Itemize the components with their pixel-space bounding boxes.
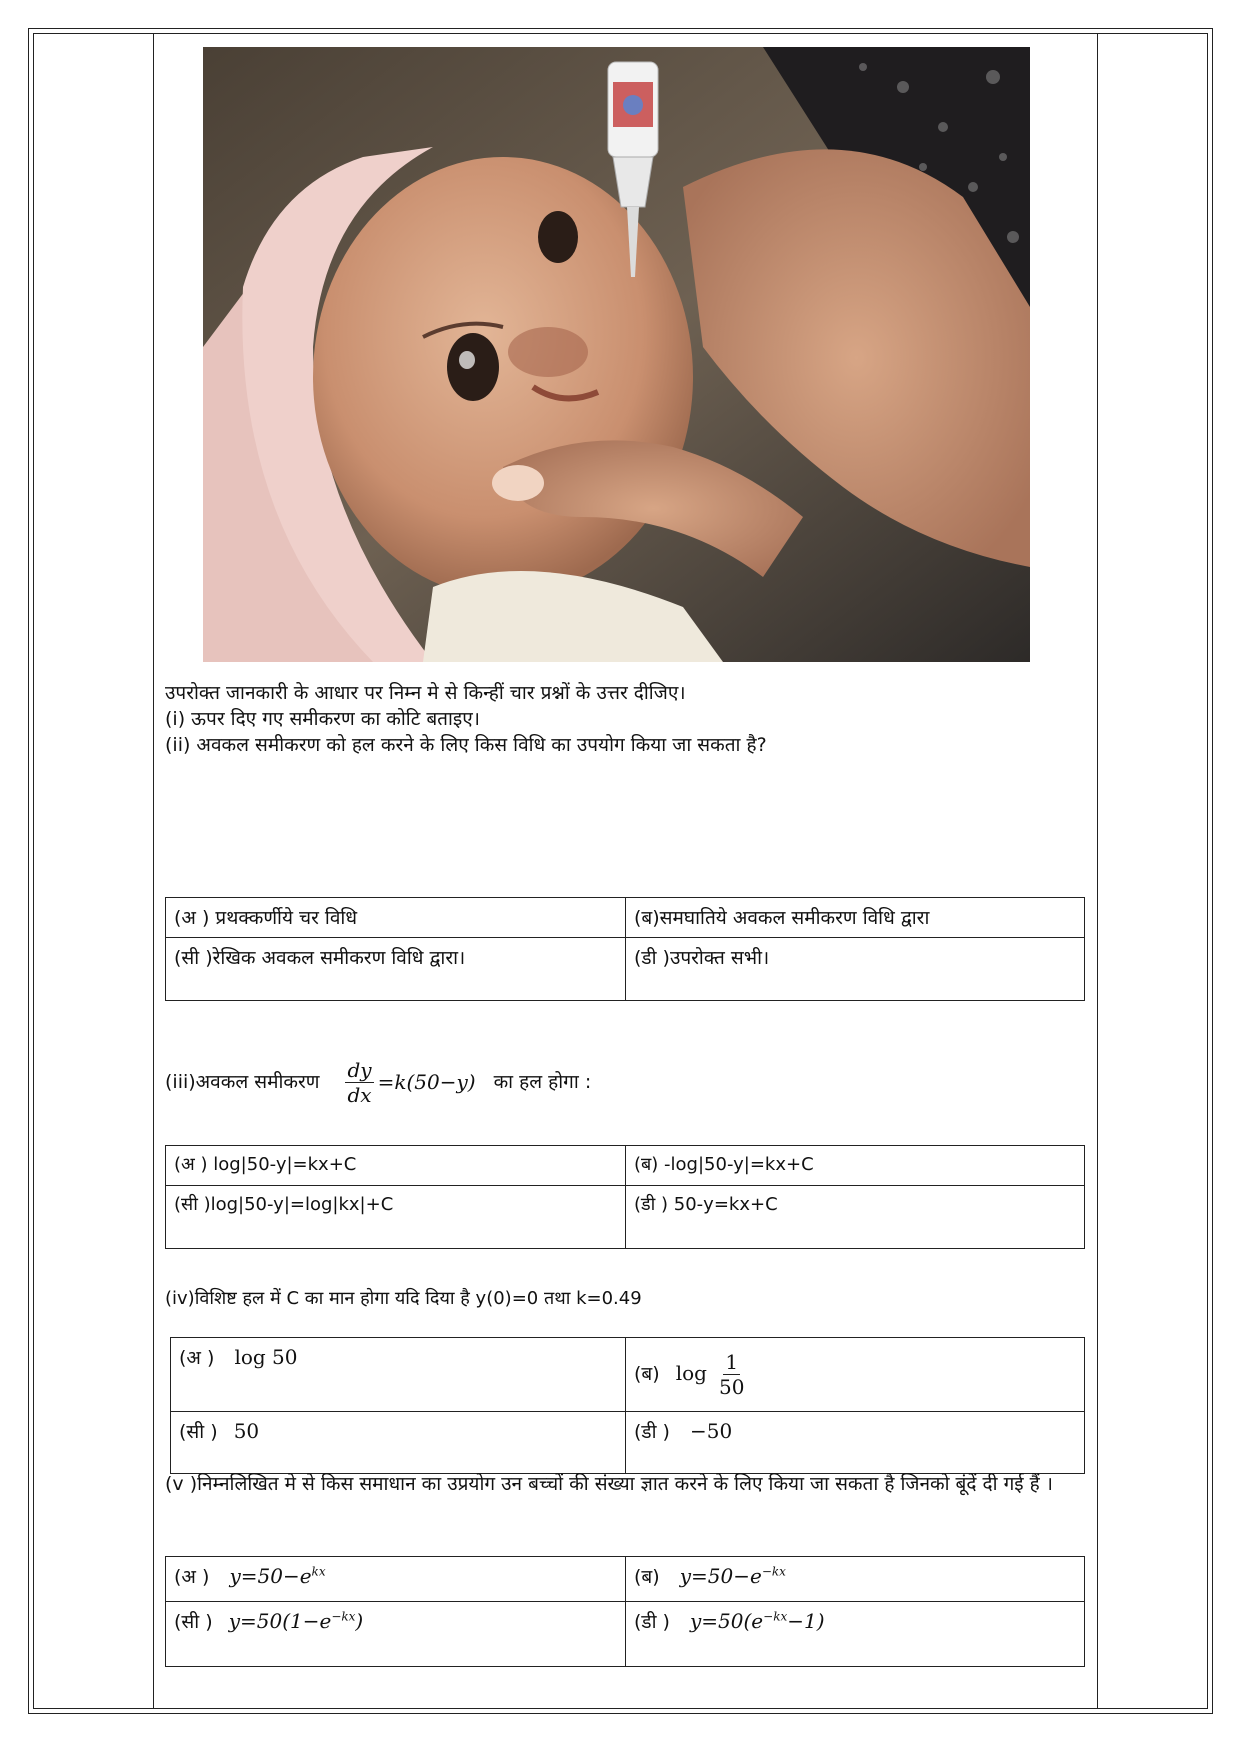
q5-option-b-expr xyxy=(680,1564,786,1588)
q4-option-b[interactable] xyxy=(626,1338,1085,1412)
q4-option-b-fraction xyxy=(717,1350,746,1399)
q3-suffix: का हल होगा : xyxy=(493,1071,592,1093)
q4-option-b-log: log xyxy=(675,1361,707,1385)
q4-option-a[interactable] xyxy=(171,1338,626,1412)
q3-prefix: (iii)अवकल समीकरण xyxy=(165,1071,320,1093)
q4-option-b-denominator: 50 xyxy=(719,1375,745,1399)
question-5: (v )निम्नलिखित मे से किस समाधान का उप्रयोग उन बच्चों की संख्या ज्ञात करने के लिए किया जा सकता है जिनको बूंदें दी गई हैं । xyxy=(165,1473,1053,1495)
question-3 xyxy=(165,1058,591,1107)
q4-option-d-label: (डी ) xyxy=(634,1421,670,1443)
q5-option-b-label: (ब) xyxy=(634,1566,660,1588)
q5-option-d-expr xyxy=(690,1609,825,1633)
q3-equation-rhs: =k(50−y) xyxy=(377,1070,476,1094)
q5-option-a-exponent: kx xyxy=(311,1564,326,1579)
q3-option-b[interactable]: (ब) -log|50-y|=kx+C xyxy=(626,1146,1085,1186)
q5-option-a-label: (अ ) xyxy=(174,1566,210,1588)
intro-instruction: उपरोक्त जानकारी के आधार पर निम्न मे से किन्हीं चार प्रश्नों के उत्तर दीजिए। xyxy=(165,682,686,704)
q5-options-table xyxy=(165,1556,1085,1667)
q4-option-d[interactable] xyxy=(626,1412,1085,1474)
q5-option-d-exponent: −kx xyxy=(763,1609,788,1624)
q3-option-c[interactable]: (सी )log|50-y|=log|kx|+C xyxy=(166,1186,626,1249)
q4-option-c-label: (सी ) xyxy=(179,1421,218,1443)
q5-option-d[interactable] xyxy=(626,1602,1085,1667)
q4-option-b-label: (ब) xyxy=(634,1363,660,1385)
q4-option-a-value: log 50 xyxy=(234,1345,298,1369)
q3-fraction xyxy=(345,1058,373,1107)
q5-option-c-expr xyxy=(229,1609,364,1633)
left-margin-column-line xyxy=(153,33,154,1709)
right-margin-column-line xyxy=(1097,33,1098,1709)
q5-option-c-post: ) xyxy=(355,1609,364,1633)
q4-option-b-numerator: 1 xyxy=(725,1350,739,1374)
q3-option-a[interactable]: (अ ) log|50-y|=kx+C xyxy=(166,1146,626,1186)
q5-option-d-label: (डी ) xyxy=(634,1611,670,1633)
q5-option-b-exponent: −kx xyxy=(761,1564,786,1579)
q5-option-a-base: y=50−e xyxy=(229,1564,312,1588)
q5-option-c-exponent: −kx xyxy=(331,1609,356,1624)
q5-option-a[interactable] xyxy=(166,1557,626,1602)
q2-options-table xyxy=(165,897,1085,1001)
q2-option-d[interactable]: (डी )उपरोक्त सभी। xyxy=(626,938,1085,1001)
q4-option-c-value: 50 xyxy=(233,1419,260,1443)
q4-option-c[interactable] xyxy=(171,1412,626,1474)
q5-option-b-base: y=50−e xyxy=(679,1564,762,1588)
q3-options-table xyxy=(165,1145,1085,1249)
photo-baby-receiving-drops xyxy=(203,47,1030,662)
q4-option-a-label: (अ ) xyxy=(179,1347,215,1369)
q5-option-c-pre: y=50(1−e xyxy=(228,1609,332,1633)
q3-option-d[interactable]: (डी ) 50-y=kx+C xyxy=(626,1186,1085,1249)
q5-option-d-post: −1) xyxy=(787,1609,825,1633)
q5-option-d-pre: y=50(e xyxy=(690,1609,764,1633)
q5-option-c-label: (सी ) xyxy=(174,1611,213,1633)
q4-option-d-value: −50 xyxy=(690,1419,733,1443)
question-4: (iv)विशिष्ट हल में C का मान होगा यदि दिया है y(0)=0 तथा k=0.49 xyxy=(165,1288,642,1309)
question-2: (ii) अवकल समीकरण को हल करने के लिए किस विधि का उपयोग किया जा सकता है? xyxy=(165,734,767,756)
q5-option-b[interactable] xyxy=(626,1557,1085,1602)
q4-options-table xyxy=(170,1337,1085,1474)
q5-option-c[interactable] xyxy=(166,1602,626,1667)
q2-option-c[interactable]: (सी )रेखिक अवकल समीकरण विधि द्वारा। xyxy=(166,938,626,1001)
q2-option-b[interactable]: (ब)समघातिये अवकल समीकरण विधि द्वारा xyxy=(626,898,1085,938)
q3-numerator: dy xyxy=(347,1058,372,1082)
question-1: (i) ऊपर दिए गए समीकरण का कोटि बताइए। xyxy=(165,708,480,730)
q2-option-a[interactable]: (अ ) प्रथक्कर्णीये चर विधि xyxy=(166,898,626,938)
q3-denominator: dx xyxy=(347,1083,372,1107)
q5-option-a-expr xyxy=(229,1564,325,1588)
